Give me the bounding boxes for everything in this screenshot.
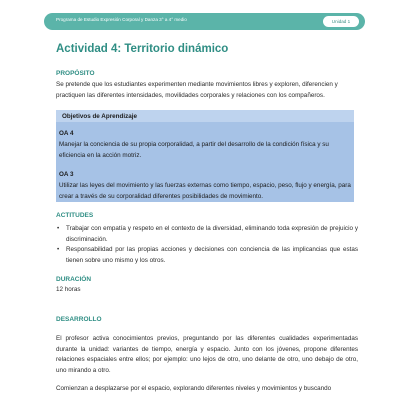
actitudes-list [56,224,358,266]
proposito-text: Se pretende que los estudiantes experimenten mediante movimientos libres y exploren, diferencien y practiquen las diferentes intensidades, movilidades corporales y relaciones con los compañeros. [56,81,338,99]
unit-label: Unidad 1 [331,18,351,24]
desarrollo-paragraph: Comienzan a desplazarse por el espacio, explorando diferentes niveles y movimientos y buscando [56,385,332,392]
document-header-bar [44,13,365,30]
program-title: Programa de Estudio Expresión Corporal y Danza 3° a 4° medio [56,17,187,22]
proposito-heading: PROPÓSITO [56,70,95,77]
duracion-heading: DURACIÓN [56,276,92,283]
oa-text: Manejar la conciencia de su propia corporalidad, a partir del desarrollo de la condición física y su eficiencia en la acción motriz. [59,141,329,159]
unit-badge [323,16,359,27]
list-item [56,224,358,245]
list-item [56,245,358,266]
desarrollo-paragraph: El profesor activa conocimientos previos, preguntando por las diferentes cualidades experimentadas durante la unidad: variantes de tiempo, energía y espacio. Junto con los jóvenes, propone diferentes relaciones espaciales entre ellos; por ejemplo: uno lejos de otro, uno delante de otro, uno debajo de otro, uno mirando a otro. [56,335,358,374]
list-item-text: Trabajar con empatía y respeto en el contexto de la diversidad, eliminando toda expresión de prejuicio y discriminación. [66,225,358,243]
activity-title: Actividad 4: Territorio dinámico [56,43,229,55]
actitudes-heading: ACTITUDES [56,212,94,219]
learning-objectives-header [56,110,354,122]
duracion-value: 12 horas [56,286,81,293]
oa-code: OA 4 [59,130,74,137]
list-item-text: Responsabilidad por las propias acciones y decisiones con conciencia de las implicancias que estas tienen sobre uno mismo y los otros. [66,246,358,264]
bullet-icon: • [57,225,60,232]
desarrollo-heading: DESARROLLO [56,316,102,323]
oa-code: OA 3 [59,171,74,178]
bullet-icon: • [57,246,60,253]
learning-objectives-heading: Objetivos de Aprendizaje [62,113,137,120]
oa-text: Utilizar las leyes del movimiento y las fuerzas externas como tiempo, espacio, peso, flujo y energía, para crear a través de su corporalidad diferentes posibilidades de movimiento. [59,182,351,200]
